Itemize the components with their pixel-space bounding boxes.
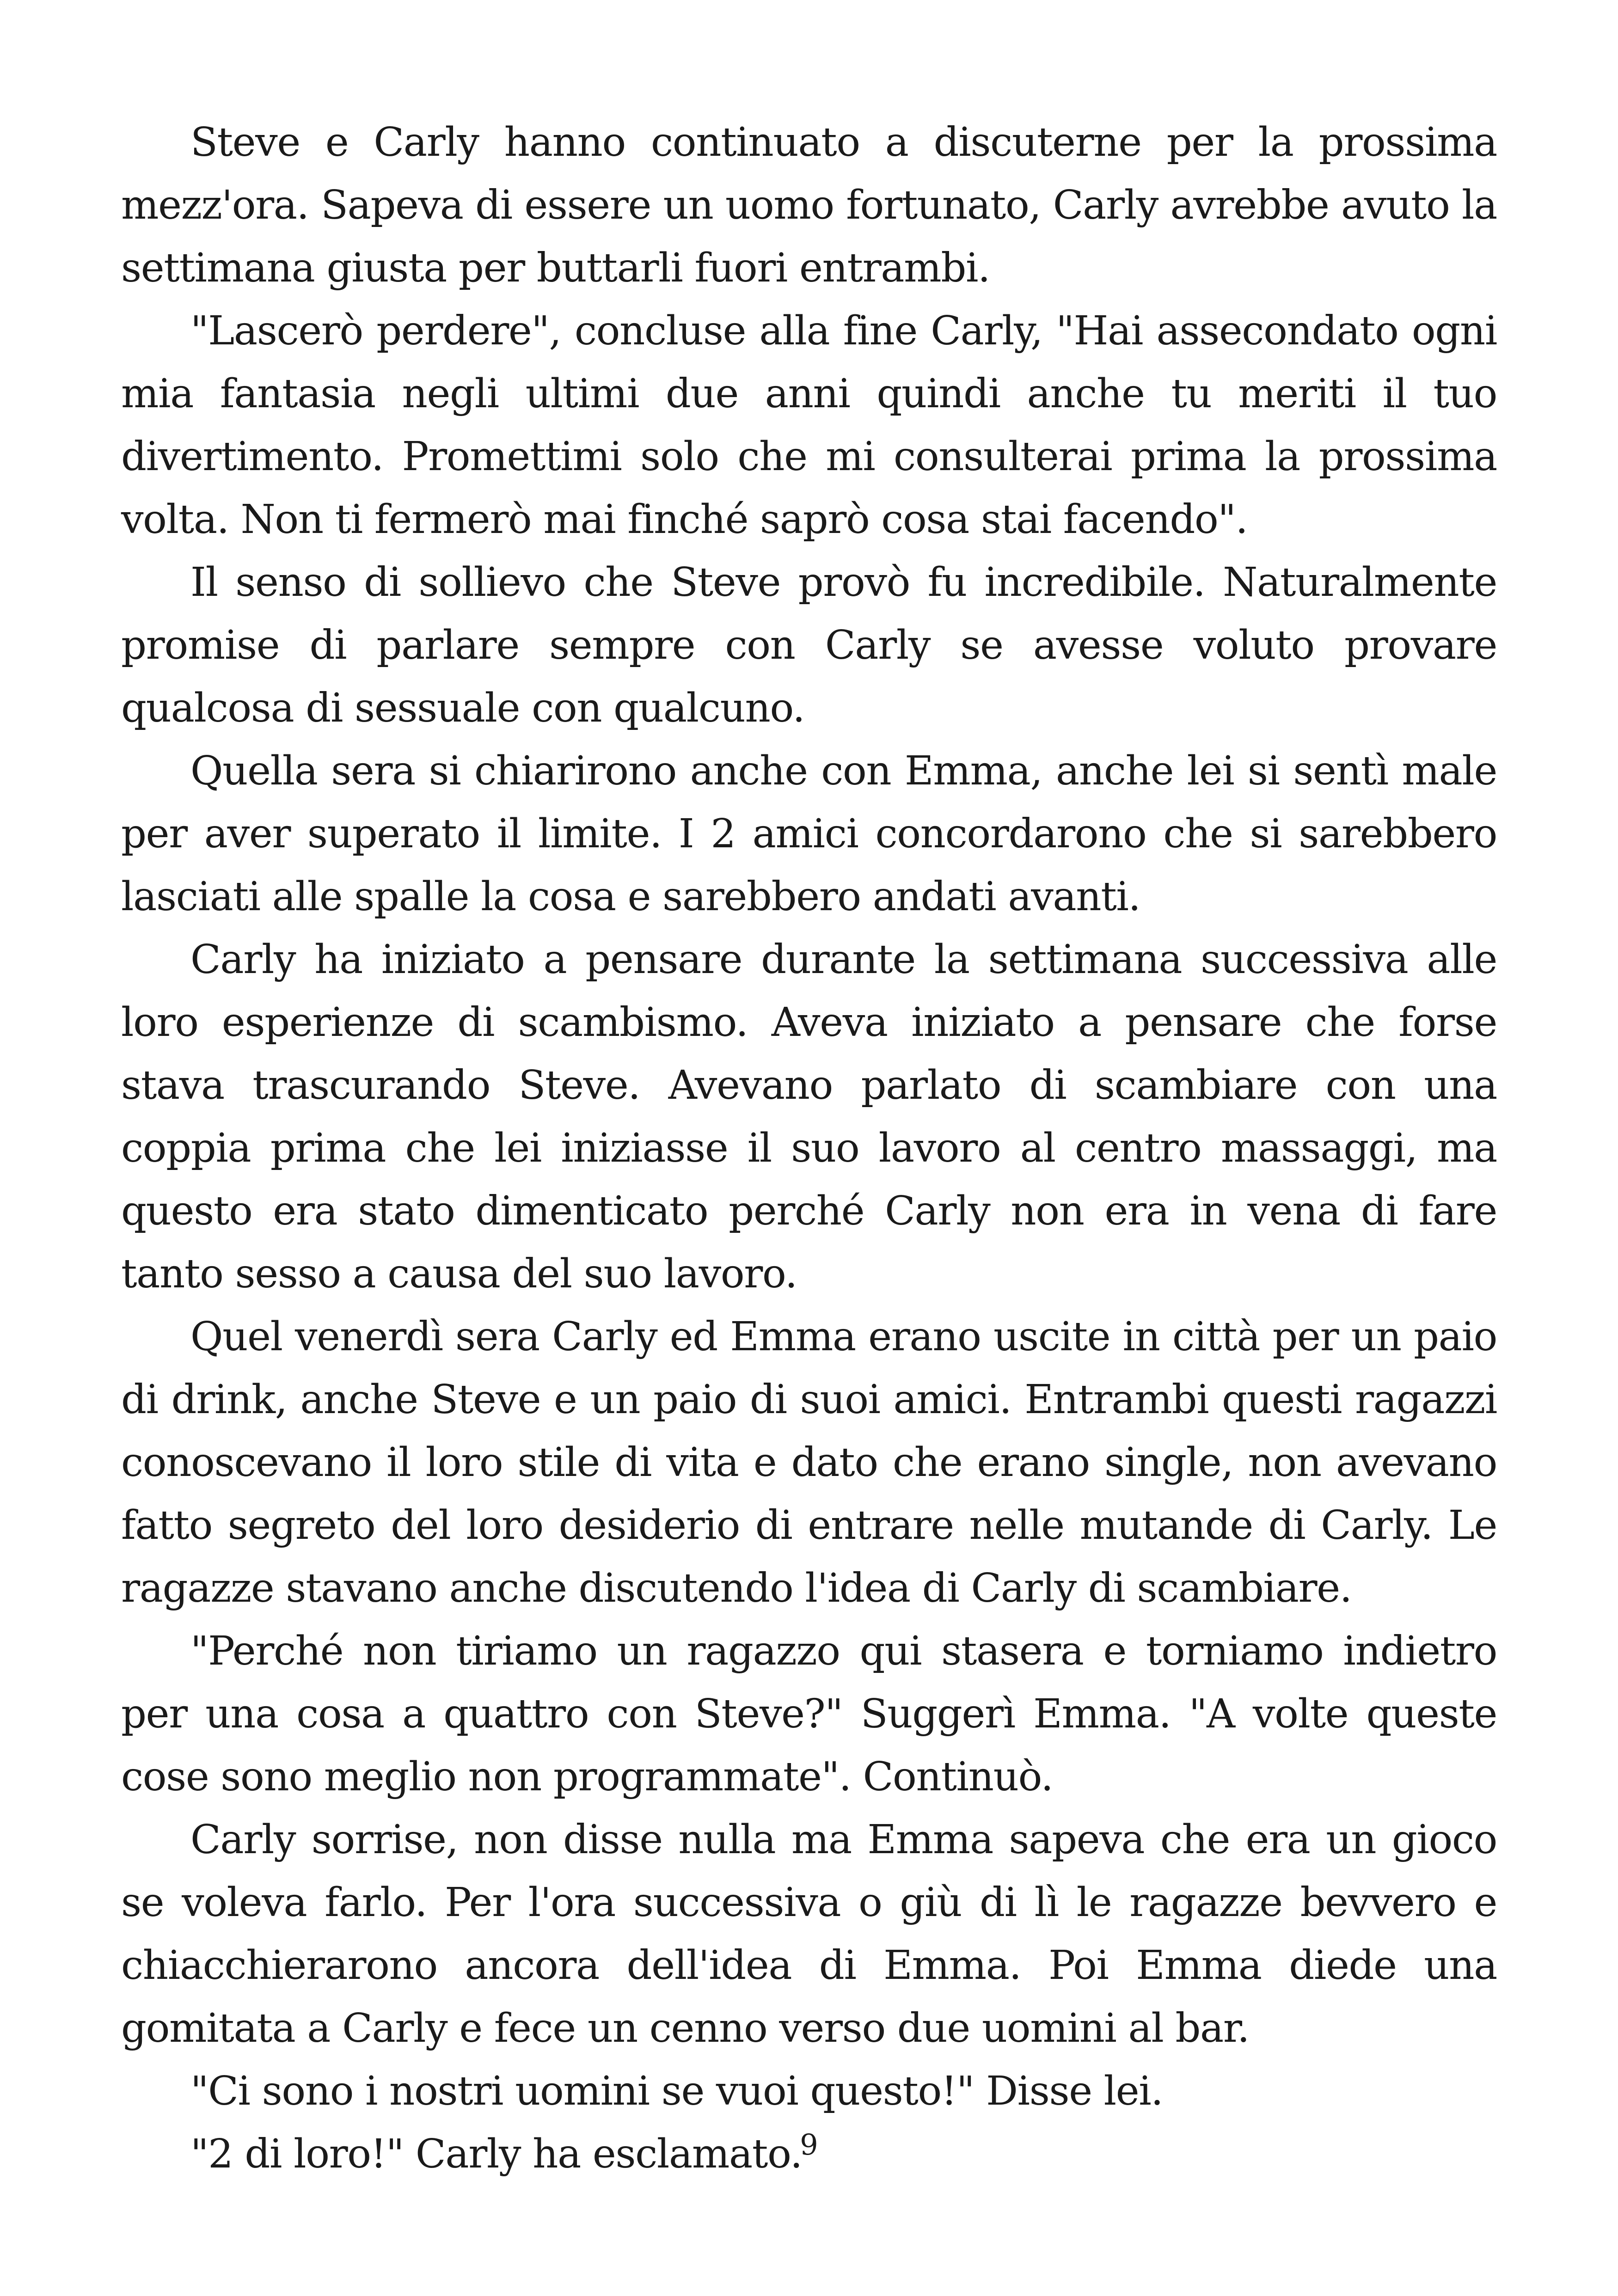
paragraph-3: Il senso di sollievo che Steve provò fu incredibile. Naturalmente promise di parlare sempre con Carly se avesse voluto provare qualcosa di sessuale con qualcuno. (121, 559, 1497, 731)
body-text (121, 111, 1497, 2186)
paragraph-2: "Lascerò perdere", concluse alla fine Carly, "Hai assecondato ogni mia fantasia negli ultimi due anni quindi anche tu meriti il tuo divertimento. Promettimi solo che mi consulterai prima la prossima volta. Non ti fermerò mai finché saprò cosa stai facendo". (121, 308, 1497, 543)
paragraph-10: "2 di loro!" Carly ha esclamato. (190, 2131, 802, 2177)
paragraph-8: Carly sorrise, non disse nulla ma Emma sapeva che era un gioco se voleva farlo. Per l'ora successiva o giù di lì le ragazze bevvero e chiacchierarono ancora dell'idea di Emma. Poi Emma diede una gomitata a Carly e fece un cenno verso due uomini al bar. (121, 1817, 1497, 2051)
paragraph-9: "Ci sono i nostri uomini se vuoi questo!" Disse lei. (190, 2068, 1163, 2114)
paragraph-4: Quella sera si chiarirono anche con Emma, anche lei si sentì male per aver superato il limite. I 2 amici concordarono che si sarebbero lasciati alle spalle la cosa e sarebbero andati avanti. (121, 748, 1497, 920)
page-number: 9 (800, 2128, 818, 2161)
paragraph-6: Quel venerdì sera Carly ed Emma erano uscite in città per un paio di drink, anche Steve e un paio di suoi amici. Entrambi questi ragazzi conoscevano il loro stile di vita e dato che erano single, non avevano fatto segreto del loro desiderio di entrare nelle mutande di Carly. Le ragazze stavano anche discutendo l'idea di Carly di scambiare. (121, 1314, 1497, 1611)
paragraph-1: Steve e Carly hanno continuato a discuterne per la prossima mezz'ora. Sapeva di essere un uomo fortunato, Carly avrebbe avuto la settimana giusta per buttarli fuori entrambi. (121, 119, 1497, 291)
paragraph-7: "Perché non tiriamo un ragazzo qui stasera e torniamo indietro per una cosa a quattro con Steve?" Suggerì Emma. "A volte queste cose sono meglio non programmate". Continuò. (121, 1628, 1497, 1800)
paragraph-5: Carly ha iniziato a pensare durante la settimana successiva alle loro esperienze di scambismo. Aveva iniziato a pensare che forse stava trascurando Steve. Avevano parlato di scambiare con una coppia prima che lei iniziasse il suo lavoro al centro massaggi, ma questo era stato dimenticato perché Carly non era in vena di fare tanto sesso a causa del suo lavoro. (121, 937, 1497, 1297)
